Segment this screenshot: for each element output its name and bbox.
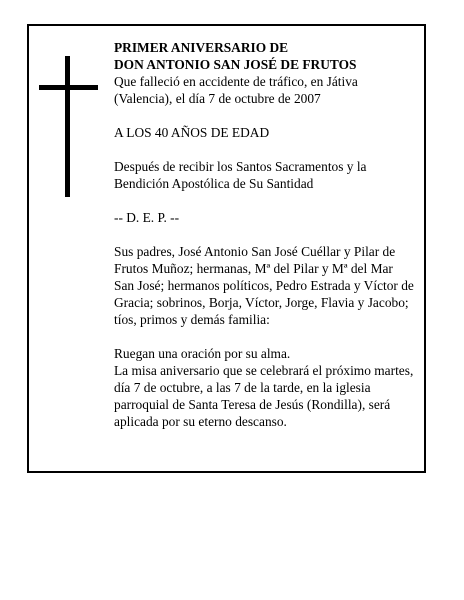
prayer-line-3: día 7 de octubre, a las 7 de la tarde, en la iglesia xyxy=(114,380,371,395)
death-info-line-1: Que falleció en accidente de tráfico, en Játiva xyxy=(114,74,358,89)
sacraments-line-2: Bendición Apostólica de Su Santidad xyxy=(114,176,314,191)
heading-line-2: DON ANTONIO SAN JOSÉ DE FRUTOS xyxy=(114,57,357,72)
family-text xyxy=(114,243,424,328)
death-info xyxy=(114,73,424,107)
notice-heading xyxy=(114,39,424,73)
notice-text xyxy=(114,39,424,430)
age-line xyxy=(114,124,424,141)
cross-icon xyxy=(39,56,98,197)
rip-line xyxy=(114,209,424,226)
sacraments-line-1: Después de recibir los Santos Sacramentos y la xyxy=(114,159,367,174)
prayer-line-5: aplicada por su eterno descanso. xyxy=(114,414,287,429)
prayer-line-4: parroquial de Santa Teresa de Jesús (Rondilla), será xyxy=(114,397,391,412)
cross-vertical-bar xyxy=(65,56,70,197)
cross-horizontal-bar xyxy=(39,85,98,90)
death-info-line-2: (Valencia), el día 7 de octubre de 2007 xyxy=(114,91,321,106)
prayer-line-2: La misa aniversario que se celebrará el próximo martes, xyxy=(114,363,414,378)
age-text: A LOS 40 AÑOS DE EDAD xyxy=(114,125,270,140)
sacraments-text xyxy=(114,158,424,192)
family-line-3: San José; hermanos políticos, Pedro Estrada y Víctor de xyxy=(114,278,414,293)
family-line-1: Sus padres, José Antonio San José Cuéllar y Pilar de xyxy=(114,244,396,259)
rip-text: -- D. E. P. -- xyxy=(114,210,180,225)
prayer-text xyxy=(114,345,424,430)
family-line-5: tíos, primos y demás familia: xyxy=(114,312,270,327)
heading-line-1: PRIMER ANIVERSARIO DE xyxy=(114,40,289,55)
family-line-4: Gracia; sobrinos, Borja, Víctor, Jorge, Flavia y Jacobo; xyxy=(114,295,409,310)
prayer-line-1: Ruegan una oración por su alma. xyxy=(114,346,291,361)
family-line-2: Frutos Muñoz; hermanas, Mª del Pilar y Mª del Mar xyxy=(114,261,393,276)
